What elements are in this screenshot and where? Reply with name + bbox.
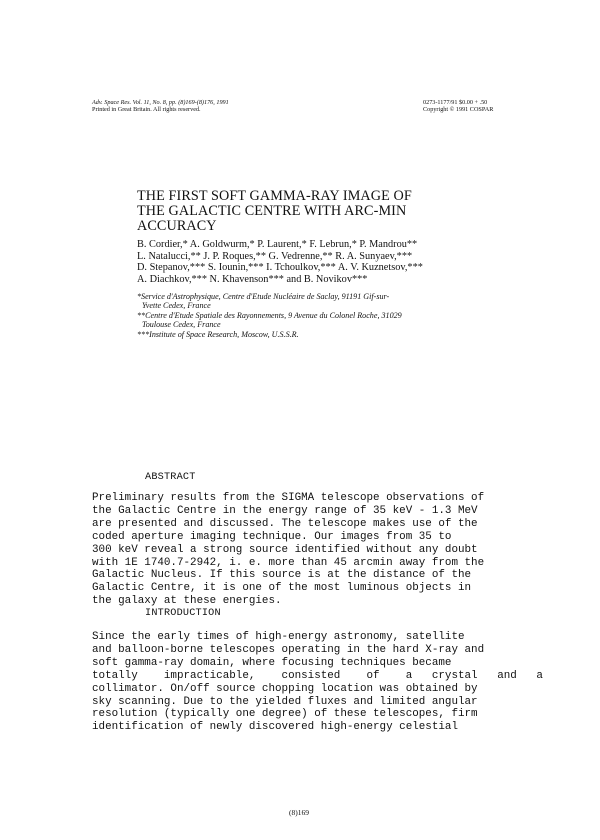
author-line: B. Cordier,* A. Goldwurm,* P. Laurent,* F. Lebrun,* P. Mandrou** (137, 239, 418, 250)
abstract-line: Galactic Nucleus. If this source is at the distance of the (92, 569, 472, 582)
abstract-line: coded aperture imaging technique. Our images from 35 to (92, 530, 452, 543)
introduction-text (92, 631, 543, 734)
price-code: 0273-1177/91 $0.00 + .50 (423, 99, 488, 106)
author-line: D. Stepanov,*** S. Iounin,*** I. Tchoulkov,*** A. V. Kuznetsov,*** (137, 262, 423, 274)
abstract-line: Galactic Centre, it is one of the most luminous objects in (92, 582, 472, 595)
page-number: (8)169 (289, 808, 309, 817)
abstract-line: the Galactic Centre in the energy range of 35 keV - 1.3 MeV (92, 504, 478, 517)
intro-line: Since the early times of high-energy astronomy, satellite (92, 631, 465, 643)
intro-line: soft gamma-ray domain, where focusing techniques became (92, 656, 452, 669)
abstract-line: with 1E 1740.7-2942, i. e. more than 45 arcmin away from the (92, 556, 485, 569)
title-line: THE GALACTIC CENTRE WITH ARC-MIN (137, 202, 407, 219)
intro-line: and balloon-borne telescopes operating in the hard X-ray and (92, 643, 485, 656)
journal-citation (92, 99, 229, 114)
abstract-heading: ABSTRACT (145, 472, 196, 483)
intro-line: sky scanning. Due to the yielded fluxes and limited angular (92, 695, 478, 708)
title-line: ACCURACY (137, 217, 217, 234)
abstract-line: Preliminary results from the SIGMA telescope observations of (92, 492, 485, 504)
affiliation-line: Yvette Cedex, France (142, 301, 211, 311)
intro-line: identification of newly discovered high-energy celestial (92, 721, 458, 734)
affiliation-line: **Centre d'Etude Spatiale des Rayonnements, 9 Avenue du Colonel Roche, 31029 (137, 310, 402, 320)
introduction-heading: INTRODUCTION (145, 608, 221, 619)
author-list (137, 239, 517, 286)
abstract-line: are presented and discussed. The telescope makes use of the (92, 517, 478, 530)
intro-line: totally impracticable, consisted of a crystal and a (92, 669, 543, 682)
printing-note: Printed in Great Britain. All rights reserved. (92, 106, 201, 114)
copyright-line: Copyright © 1991 COSPAR (423, 106, 494, 114)
intro-line: collimator. On/off source chopping location was obtained by (92, 682, 478, 695)
citation-line: Adv. Space Res. Vol. 11, No. 8, pp. (8)169-(8)176, 1991 (92, 99, 229, 106)
affiliation-line: Toulouse Cedex, France (142, 320, 221, 330)
affiliation-line: *Service d'Astrophysique, Centre d'Etude Nucléaire de Saclay, 91191 Gif-sur- (137, 292, 390, 301)
abstract-line: the galaxy at these energies. (92, 595, 282, 608)
abstract-line: 300 keV reveal a strong source identified without any doubt (92, 543, 478, 556)
affiliations (137, 292, 517, 339)
author-line: L. Natalucci,** J. P. Roques,** G. Vedrenne,** R. A. Sunyaev,*** (137, 250, 413, 262)
abstract-text (92, 492, 516, 608)
paper-title (137, 189, 477, 233)
copyright-block (423, 99, 493, 114)
author-line: A. Diachkov,*** N. Khavenson*** and B. Novikov*** (137, 274, 368, 286)
title-line: THE FIRST SOFT GAMMA-RAY IMAGE OF (137, 188, 412, 204)
intro-line: resolution (typically one degree) of these telescopes, firm (92, 708, 478, 721)
affiliation-line: ***Institute of Space Research, Moscow, U.S.S.R. (137, 329, 299, 339)
